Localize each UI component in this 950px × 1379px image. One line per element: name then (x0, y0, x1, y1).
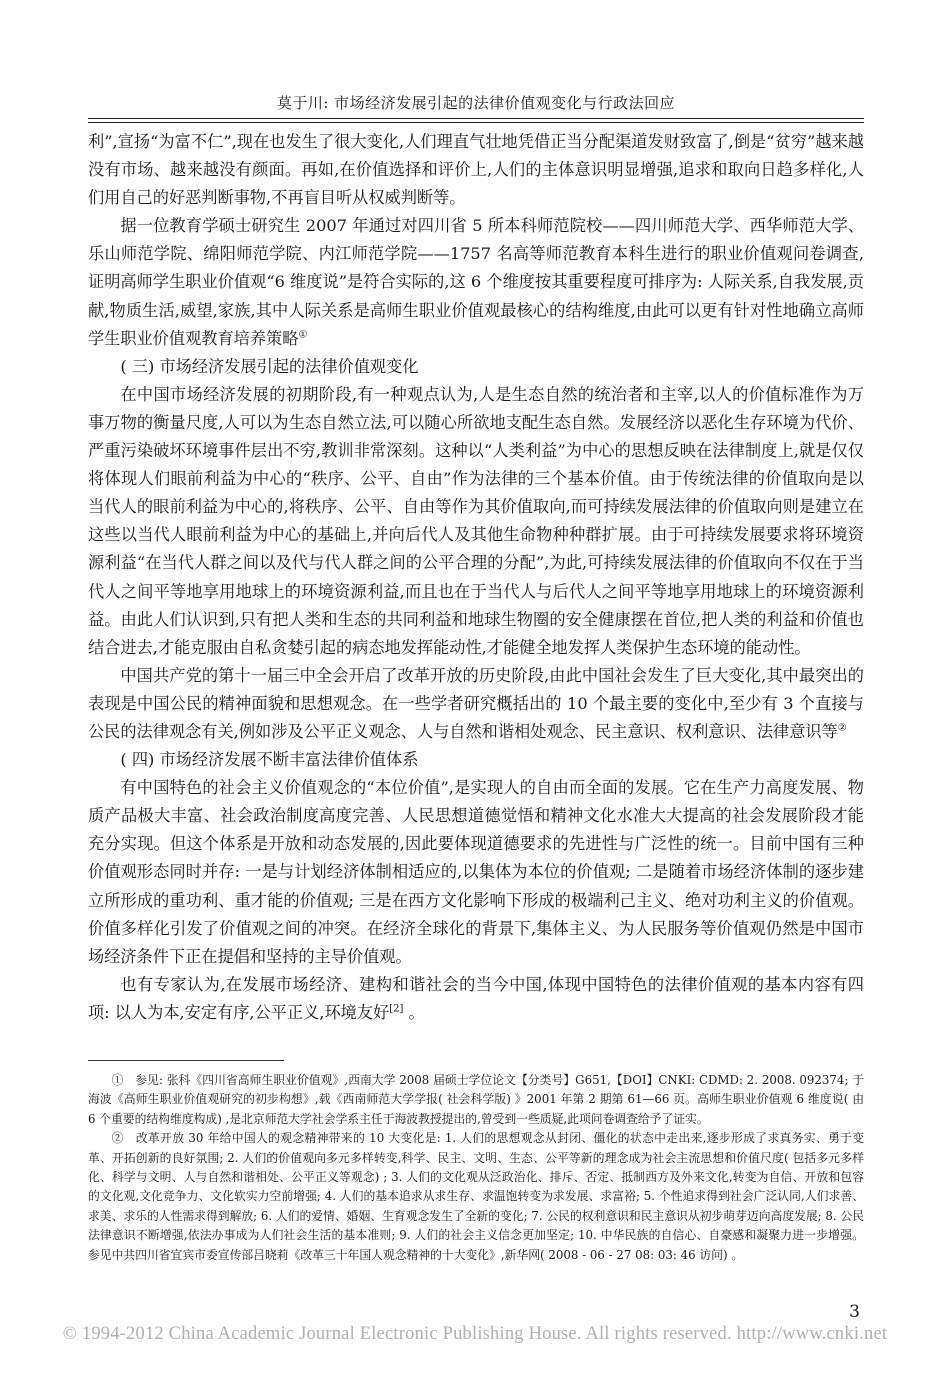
paragraph-4 (88, 662, 864, 746)
paragraph-4-text: 中国共产党的第十一届三中全会开启了改革开放的历史阶段,由此中国社会发生了巨大变化,其中最突出的表现是中国公民的精神面貌和思想观念。在一些学者研究概括出的 10 个最主要的变化中,至少有 3 个直接与公民的法律观念有关,例如涉及公平正义观念、人与自然和谐相处观念、民主意识、权利意识、法律意识等 (88, 665, 864, 741)
header-rule-bottom (88, 122, 864, 123)
page-number: 3 (849, 1302, 860, 1322)
paragraph-6-end: 。 (403, 1002, 425, 1022)
footnote-ref-1[interactable]: ① (298, 329, 308, 341)
paragraph-6-text: 也有专家认为,在发展市场经济、建构和谐社会的当今中国,体现中国特色的法律价值观的基本内容有四项: 以人为本,安定有序,公平正义,环境友好 (88, 974, 864, 1022)
paragraph-2 (88, 212, 864, 352)
citation-ref-2[interactable]: [2] (389, 1003, 404, 1015)
paragraph-1: 利”,宣扬“为富不仁”,现在也发生了很大变化,人们理直气壮地凭借正当分配渠道发财致富了,倒是“贫穷”越来越没有市场、越来越没有颜面。再如,在价值选择和评价上,人们的主体意识明显增强,追求和取向日趋多样化,人们用自己的好恶判断事物,不再盲目听从权威判断等。 (88, 132, 864, 208)
paragraph-6 (88, 971, 864, 1027)
paragraph-3: 在中国市场经济发展的初期阶段,有一种观点认为,人是生态自然的统治者和主宰,以人的价值标准作为万事万物的衡量尺度,人可以为生态自然立法,可以随心所欲地支配生态自然。发展经济以恶化生存环境为代价、严重污染破坏环境事件层出不穷,教训非常深刻。这种以“人类利益”为中心的思想反映在法律制度上,就是仅仅将体现人们眼前利益为中心的“秩序、公平、自由”作为法律的三个基本价值。由于传统法律的价值取向是以当代人的眼前利益为中心的,将秩序、公平、自由等作为其价值取向,而可持续发展法律的价值取向则是建立在这些以当代人眼前利益为中心的基础上,并向后代人及其他生命物种种群扩展。由于可持续发展要求将环境资源利益“在当代人群之间以及代与代人群之间的公平合理的分配”,为此,可持续发展法律的价值取向不仅在于当代人之间平等地享用地球上的环境资源利益,而且也在于当代人与后代人之间平等地享用地球上的环境资源利益。由此人们认识到,只有把人类和生态的共同利益和地球生物圈的安全健康摆在首位,把人类的利益和价值也结合进去,才能克服由自私贪婪引起的病态地发挥能动性,才能健全地发挥人类保护生态环境的能动性。 (88, 384, 864, 657)
paragraph-2-text: 据一位教育学硕士研究生 2007 年通过对四川省 5 所本科师范院校——四川师范大学、西华师范大学、乐山师范学院、绵阳师范学院、内江师范学院——1757 名高等师范教育本科生进行的职业价值观问卷调查,证明高师学生职业价值观“6 维度说”是符合实际的,这 6 个维度按其重要程度可排序为: 人际关系,自我发展,贡献,物质生活,威望,家族,其中人际关系是高师生职业价值观最核心的结构维度,由此可以更有针对性地确立高师学生职业价值观教育培养策略 (88, 216, 864, 348)
footnote-ref-2[interactable]: ② (837, 722, 847, 734)
article-body (88, 128, 864, 1027)
paragraph-5: 有中国特色的社会主义价值观念的“本位价值”,是实现人的自由而全面的发展。它在生产力高度发展、物质产品极大丰富、社会政治制度高度完善、人民思想道德觉悟和精神文化水准大大提高的社会发展阶段才能充分实现。但这个体系是开放和动态发展的,因此要体现道德要求的先进性与广泛性的统一。目前中国有三种价值观形态同时并存: 一是与计划经济体制相适应的,以集体为本位的价值观; 二是随着市场经济体制的逐步建立所形成的重功利、重才能的价值观; 三是在西方文化影响下形成的极端利己主义、绝对功利主义的价值观。价值多样化引发了价值观之间的冲突。在经济全球化的背景下,集体主义、为人民服务等价值观仍然是中国市场经济条件下正在提倡和坚持的主导价值观。 (88, 778, 864, 966)
section-heading-4: ( 四) 市场经济发展不断丰富法律价值体系 (120, 750, 419, 770)
copyright-watermark: © 1994-2012 China Academic Journal Electronic Publishing House. All rights reserved. http://www.cnki.net (62, 1324, 888, 1344)
footnote-2: ② 改革开放 30 年给中国人的观念精神带来的 10 大变化是: 1. 人们的思想观念从封闭、僵化的状态中走出来,逐步形成了求真务实、勇于变革、开拓创新的良好氛围; 2. 人们的价值观向多元多样转变,科学、民主、文明、生态、公平等新的理念成为社会主流思想和价值尺度( 包括多元多样化、科学与文明、人与自然和谐相处、公平正义等观念) ; 3. 人们的文化观从泛政治化、排斥、否定、抵制西方及外来文化,转变为自信、开放和包容的文化观,文化竞争力、文化软实力空前增强; 4. 人们的基本追求从求生存、求温饱转变为求发展、求富裕; 5. 个性追求得到社会广泛认同,人们求善、求美、求乐的人性需求得到解放; 6. 人们的爱情、婚姻、生育观念发生了全新的变化; 7. 公民的权利意识和民主意识从初步萌芽迈向高度发展; 8. 公民法律意识不断增强,依法办事成为人们社会生活的基本准则; 9. 人们的社会主义信念更加坚定; 10. 中华民族的自信心、自豪感和凝聚力进一步增强。参见中共四川省宜宾市委宣传部吕晓莉《改革三十年国人观念精神的十大变化》,新华网( 2008 - 06 - 27 08: 03: 46 访问) 。 (88, 1131, 865, 1262)
footnote-1: ① 参见: 张科《四川省高师生职业价值观》,西南大学 2008 届硕士学位论文【分类号】G651,【DOI】CNKI: CDMD: 2. 2008. 092374; 于海波《高师生职业价值观研究的初步构想》,载《西南师范大学学报( 社会科学版) 》2001 年第 2 期第 61—66 页。高师生职业价值观 6 维度说( 由 6 个重要的结构维度构成) ,是北京师范大学社会学系主任于海波教授提出的,曾受到一些质疑,此项问卷调查给予了证实。 (88, 1073, 864, 1126)
section-heading-3: ( 三) 市场经济发展引起的法律价值观变化 (120, 356, 419, 376)
header-rule-top (88, 118, 864, 119)
running-header: 莫于川: 市场经济发展引起的法律价值观变化与行政法回应 (276, 94, 676, 112)
footnotes (88, 1071, 864, 1265)
footnote-separator (88, 1060, 284, 1061)
